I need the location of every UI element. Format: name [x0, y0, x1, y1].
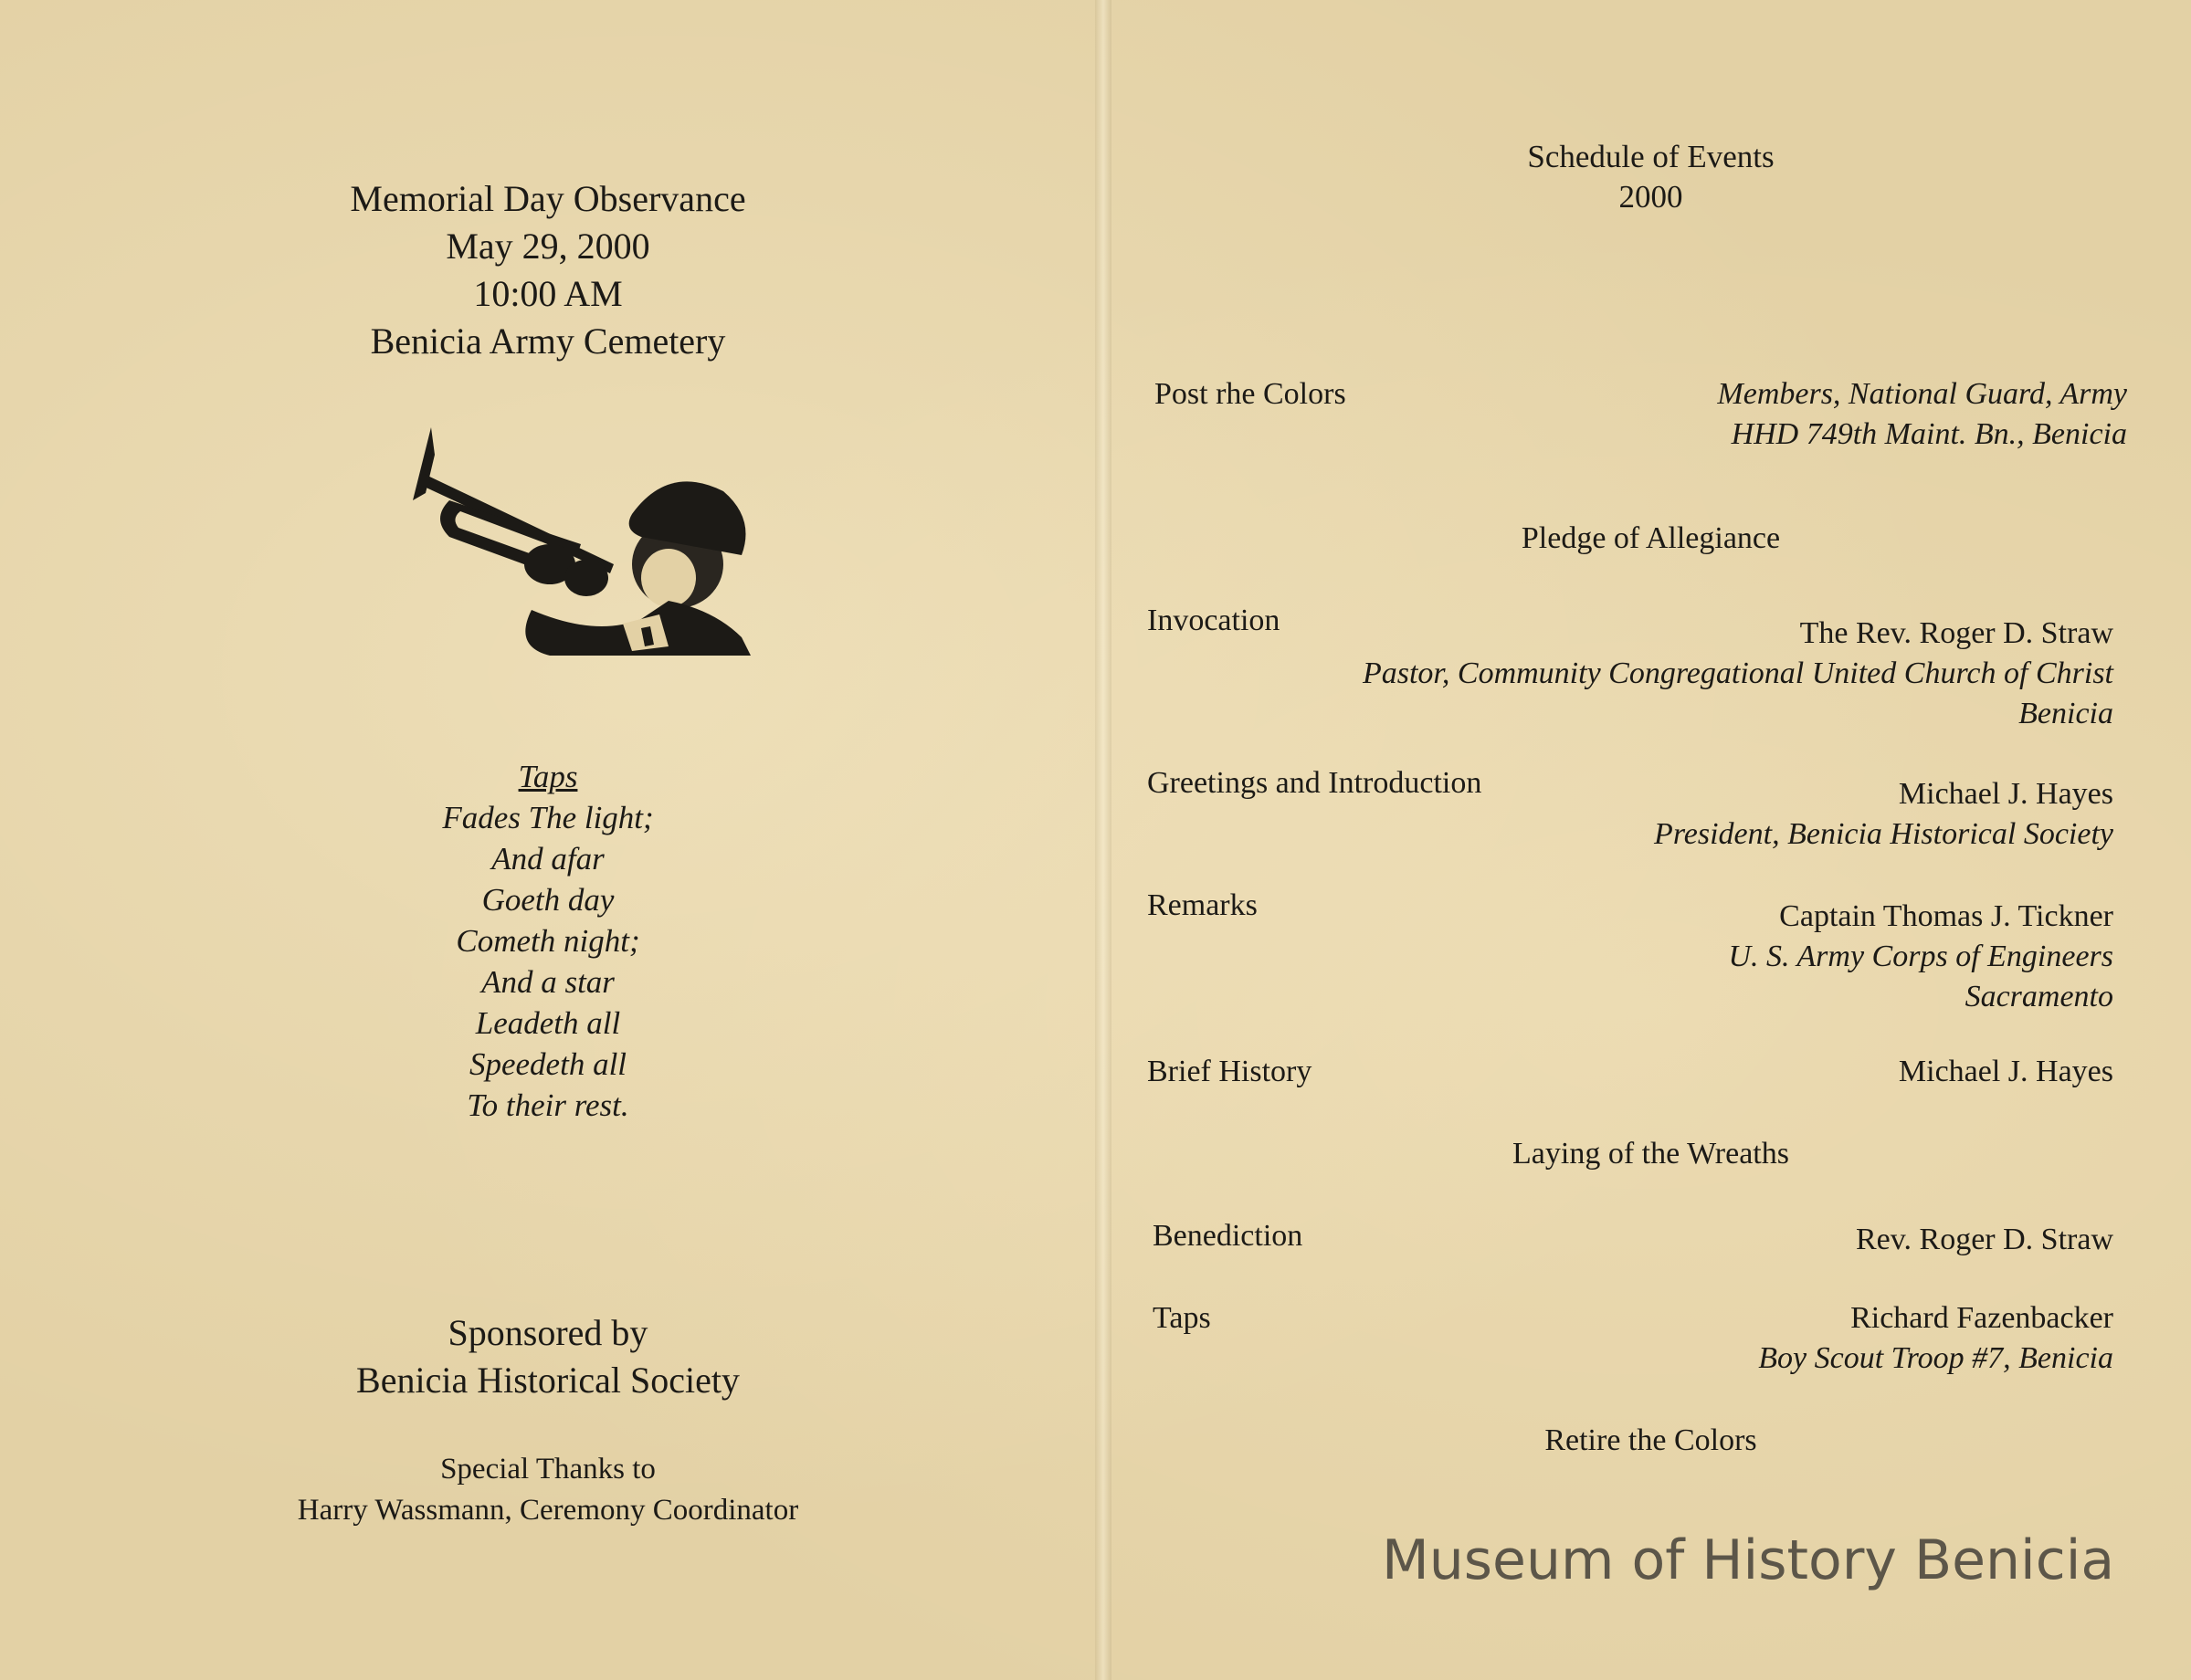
bugler-icon — [395, 427, 760, 692]
poem-line: Fades The light; — [442, 800, 654, 835]
schedule-heading — [1111, 137, 2191, 217]
center-fold — [1095, 0, 1111, 1680]
event-label: Remarks — [1147, 888, 1258, 922]
poem-line: Cometh night; — [456, 923, 640, 959]
thanks-label: Special Thanks to — [440, 1453, 656, 1486]
thanks-name: Harry Wassmann, Ceremony Coordinator — [297, 1494, 799, 1527]
poem-title: Taps — [518, 759, 578, 794]
sponsor-name: Benicia Historical Society — [356, 1360, 740, 1401]
poem-line: And a star — [481, 964, 615, 1000]
event-label: Benediction — [1153, 1219, 1303, 1253]
poem-line: Goeth day — [481, 882, 615, 918]
event-participant: Members, National Guard, Army HHD 749th Maint. Bn., Benicia — [1717, 377, 2127, 451]
event-time: 10:00 AM — [473, 273, 623, 314]
poem-line: Leadeth all — [475, 1005, 621, 1041]
museum-watermark: Museum of History Benicia — [1382, 1528, 2115, 1592]
poem-line: To their rest. — [467, 1087, 629, 1123]
event-center: Retire the Colors — [1544, 1423, 1757, 1457]
schedule-year: 2000 — [1618, 179, 1683, 215]
event-label: Greetings and Introduction — [1147, 766, 1482, 800]
event-center: Pledge of Allegiance — [1521, 521, 1781, 555]
poem-line: And afar — [491, 841, 605, 877]
event-participant: Michael J. Hayes President, Benicia Historical Society — [1654, 777, 2113, 851]
event-participant: The Rev. Roger D. Straw Pastor, Community Congregational United Church of Christ Benicia — [1362, 616, 2113, 730]
event-location: Benicia Army Cemetery — [370, 320, 726, 362]
taps-poem — [0, 756, 1096, 1126]
sponsor-label: Sponsored by — [448, 1312, 648, 1353]
event-label: Invocation — [1147, 604, 1280, 637]
event-label: Brief History — [1147, 1055, 1312, 1088]
sponsor-block — [0, 1309, 1096, 1404]
thanks-block — [0, 1449, 1096, 1531]
event-title: Memorial Day Observance — [350, 178, 746, 219]
event-participant: Rev. Roger D. Straw — [1855, 1223, 2113, 1256]
event-label: Post rhe Colors — [1154, 377, 1346, 411]
event-title-block — [0, 175, 1096, 365]
event-participant: Richard Fazenbacker Boy Scout Troop #7, Benicia — [1758, 1301, 2113, 1375]
event-date: May 29, 2000 — [446, 226, 650, 267]
right-panel — [1111, 0, 2191, 1680]
event-participant: Michael J. Hayes — [1898, 1055, 2113, 1088]
event-label: Taps — [1153, 1301, 1211, 1335]
schedule-title: Schedule of Events — [1527, 139, 1775, 174]
event-participant: Captain Thomas J. Tickner U. S. Army Corps of Engineers Sacramento — [1728, 899, 2113, 1013]
poem-line: Speedeth all — [469, 1046, 627, 1082]
event-center: Laying of the Wreaths — [1512, 1137, 1789, 1171]
